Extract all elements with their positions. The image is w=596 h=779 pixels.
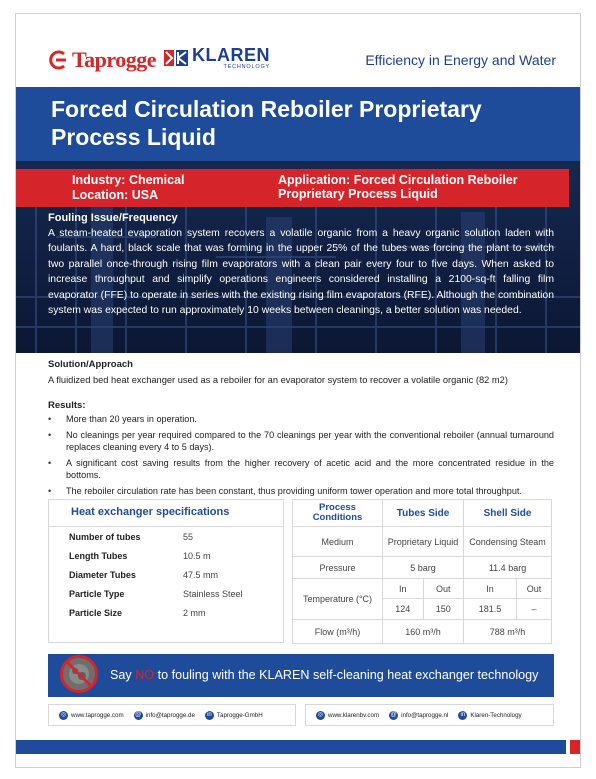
spec-row bbox=[49, 584, 283, 603]
results-item: • A significant cost saving results from the higher recovery of acetic acid and the more concentrated residue in the bottoms. bbox=[48, 457, 554, 482]
email-icon: @ bbox=[390, 711, 397, 718]
results-list bbox=[48, 413, 554, 501]
spec-key: Number of tubes bbox=[69, 531, 141, 542]
linkedin-icon: in bbox=[458, 711, 467, 720]
contact-text: info@taprogge.nl bbox=[401, 711, 449, 719]
col-tubes-side: Tubes Side bbox=[383, 500, 464, 527]
col-process-conditions: Process Conditions bbox=[293, 500, 383, 527]
klaren-email[interactable] bbox=[389, 711, 448, 720]
taprogge-mark-icon bbox=[48, 50, 68, 70]
klaren-social[interactable] bbox=[458, 711, 521, 720]
medium-tubes: Proprietary Liquid bbox=[383, 527, 464, 557]
contact-text: www.taprogge.com bbox=[71, 711, 124, 719]
slogan-suffix: to fouling with the KLAREN self-cleaning heat exchanger technology bbox=[154, 668, 539, 682]
klaren-website[interactable] bbox=[316, 711, 379, 720]
slogan-banner bbox=[48, 654, 554, 697]
medium-shell: Condensing Steam bbox=[464, 527, 552, 557]
location-label: Location: USA bbox=[72, 188, 159, 202]
klaren-logo-subtext: TECHNOLOGY bbox=[223, 64, 270, 70]
spec-key: Length Tubes bbox=[69, 550, 128, 561]
globe-icon: ◎ bbox=[60, 711, 67, 718]
temp-shell-in-label: In bbox=[464, 579, 517, 599]
globe-icon: ◎ bbox=[317, 711, 324, 718]
flow-shell: 788 m³/h bbox=[464, 620, 552, 644]
temp-tubes-in: 124 bbox=[383, 599, 424, 620]
taprogge-logo-text: Taprogge bbox=[72, 47, 157, 72]
title-band bbox=[16, 87, 581, 161]
pressure-tubes: 5 barg bbox=[383, 557, 464, 579]
klaren-logo-text: KLAREN bbox=[192, 45, 270, 65]
klaren-logo bbox=[164, 46, 270, 71]
datasheet-page bbox=[15, 13, 581, 768]
no-fouling-icon bbox=[60, 655, 98, 693]
flow-tubes: 160 m³/h bbox=[383, 620, 464, 644]
email-icon: @ bbox=[135, 711, 142, 718]
specifications-panel bbox=[48, 499, 284, 643]
fouling-heading: Fouling Issue/Frequency bbox=[48, 212, 178, 224]
spec-row bbox=[49, 527, 283, 546]
temp-shell-out-label: Out bbox=[517, 579, 552, 599]
pressure-shell: 11.4 barg bbox=[464, 557, 552, 579]
spec-value: 10.5 m bbox=[183, 550, 211, 561]
row-label-temperature: Temperature (°C) bbox=[293, 579, 383, 620]
spec-key: Particle Type bbox=[69, 588, 125, 599]
spec-key: Diameter Tubes bbox=[69, 569, 136, 580]
contact-text: info@taprogge.de bbox=[145, 711, 195, 719]
spec-value: 55 bbox=[183, 531, 194, 542]
footer-bar-red bbox=[570, 740, 581, 754]
taprogge-contacts bbox=[48, 704, 296, 726]
solution-heading: Solution/Approach bbox=[48, 359, 133, 370]
solution-paragraph: A fluidized bed heat exchanger used as a reboiler for an evaporator system to recover a volatile organic (82 m2) bbox=[48, 375, 508, 385]
temp-shell-out: – bbox=[517, 599, 552, 620]
spec-row bbox=[49, 565, 283, 584]
temp-tubes-in-label: In bbox=[383, 579, 424, 599]
row-label-medium: Medium bbox=[293, 527, 383, 557]
slogan-prefix: Say bbox=[110, 668, 136, 682]
application-label: Application: Forced Circulation Reboiler Proprietary Process Liquid bbox=[278, 173, 518, 201]
taprogge-email[interactable] bbox=[134, 711, 195, 720]
taprogge-website[interactable] bbox=[59, 711, 124, 720]
spec-value: Stainless Steel bbox=[183, 588, 243, 599]
taprogge-logo bbox=[48, 47, 156, 73]
temp-tubes-out-label: Out bbox=[423, 579, 464, 599]
process-conditions-table bbox=[292, 499, 552, 644]
slogan-text bbox=[110, 668, 538, 682]
row-label-pressure: Pressure bbox=[293, 557, 383, 579]
klaren-contacts bbox=[305, 704, 554, 726]
footer-bar-blue bbox=[16, 740, 566, 754]
footer-bar bbox=[16, 740, 581, 754]
spec-key: Particle Size bbox=[69, 607, 123, 618]
page-header bbox=[16, 14, 581, 94]
results-item: • No cleanings per year required compared to the 70 cleanings per year with the conventional reboiler (annual turnaround replaces cleaning every 4 to 5 days). bbox=[48, 429, 554, 454]
linkedin-icon: in bbox=[205, 711, 214, 720]
temp-shell-in: 181.5 bbox=[464, 599, 517, 620]
results-item: • The reboiler circulation rate has been constant, thus providing uniform tower operation and more total throughput. bbox=[48, 485, 554, 498]
col-shell-side: Shell Side bbox=[464, 500, 552, 527]
info-band bbox=[16, 169, 569, 207]
specifications-heading: Heat exchanger specifications bbox=[49, 500, 283, 527]
fouling-paragraph: A steam-heated evaporation system recovers a volatile organic from a heavy organic solution laden with foulants. A hard, black scale that was forming in the upper 25% of the tubes was forcing the plant to switch two parallel once-through rising film evaporators with a clean pair every four to five days. When asked to increase throughput and simplify operations engineers considered installing a 2100-sq-ft falling film evaporator (FFE) to operate in series with the existing rising film evaporators (RFE). Although the combination system was expected to run approximately 10 weeks between cleanings, a better solution was needed. bbox=[48, 228, 554, 317]
spec-row bbox=[49, 603, 283, 622]
industry-label: Industry: Chemical bbox=[72, 173, 185, 187]
results-item: • More than 20 years in operation. bbox=[48, 413, 554, 426]
slogan-no: NO bbox=[135, 668, 155, 682]
spec-value: 47.5 mm bbox=[183, 569, 219, 580]
results-heading: Results: bbox=[48, 400, 86, 411]
spec-row bbox=[49, 546, 283, 565]
hero-section bbox=[16, 87, 581, 353]
contact-text: Klaren-Technology bbox=[470, 711, 522, 719]
spec-value: 2 mm bbox=[183, 607, 206, 618]
taprogge-social[interactable] bbox=[205, 711, 263, 720]
contact-text: www.klarenbv.com bbox=[328, 711, 380, 719]
header-tagline: Efficiency in Energy and Water bbox=[365, 52, 556, 68]
page-title: Forced Circulation Reboiler Proprietary Process Liquid bbox=[51, 96, 482, 150]
row-label-flow: Flow (m³/h) bbox=[293, 620, 383, 644]
temp-tubes-out: 150 bbox=[423, 599, 464, 620]
contact-text: Taprogge-GmbH bbox=[216, 711, 263, 719]
klaren-mark-icon bbox=[164, 48, 188, 68]
